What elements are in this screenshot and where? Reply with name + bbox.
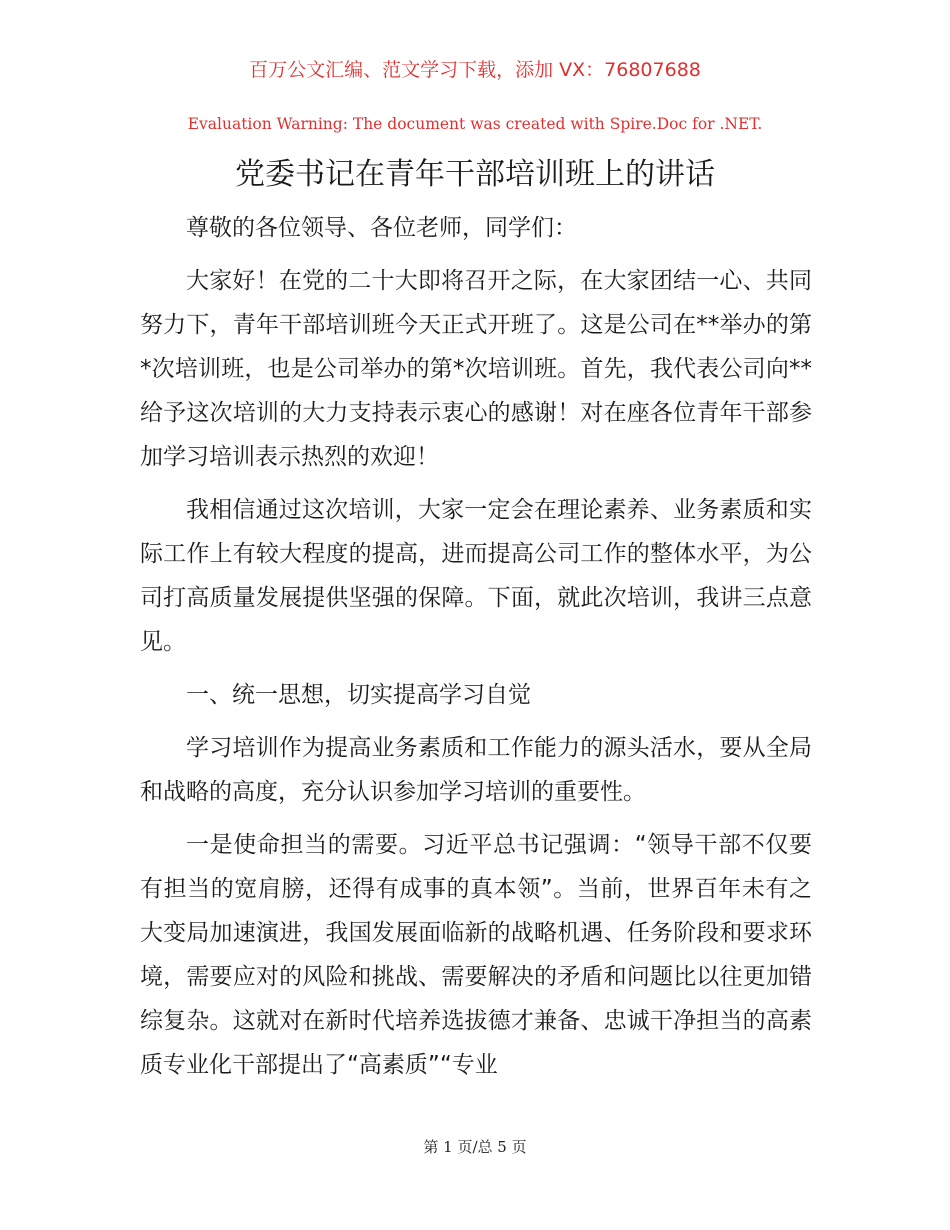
evaluation-warning: Evaluation Warning: The document was created with Spire.Doc for .NET. [187,115,763,133]
page-number-footer: 第 1 页/总 5 页 [423,1138,527,1156]
document-body [140,206,812,1096]
header-banner: 百万公文汇编、范文学习下载，添加 VX：76807688 [249,59,701,81]
body-paragraph: 一是使命担当的需要。习近平总书记强调：“领导干部不仅要有担当的宽肩膀，还得有成事的真本领”。当前，世界百年未有之大变局加速演进，我国发展面临新的战略机遇、任务阶段和要求环境，需要应对的风险和挑战、需要解决的矛盾和问题比以往更加错综复杂。这就对在新时代培养选拔德才兼备、忠诚干净担当的高素质专业化干部提出了“高素质”“专业 [140,832,812,1078]
salutation-paragraph: 尊敬的各位领导、各位老师，同学们： [186,215,577,241]
body-paragraph: 我相信通过这次培训，大家一定会在理论素养、业务素质和实际工作上有较大程度的提高，进而提高公司工作的整体水平，为公司打高质量发展提供坚强的保障。下面，就此次培训，我讲三点意见。 [140,497,812,655]
body-paragraph: 学习培训作为提高业务素质和工作能力的源头活水，要从全局和战略的高度，充分认识参加学习培训的重要性。 [140,735,812,805]
section-heading: 一、统一思想，切实提高学习自觉 [186,682,531,708]
document-title: 党委书记在青年干部培训班上的讲话 [235,157,715,192]
body-paragraph: 大家好！在党的二十大即将召开之际，在大家团结一心、共同努力下，青年干部培训班今天正式开班了。这是公司在**举办的第*次培训班，也是公司举办的第*次培训班。首先，我代表公司向**给予这次培训的大力支持表示衷心的感谢！对在座各位青年干部参加学习培训表示热烈的欢迎！ [140,268,812,470]
